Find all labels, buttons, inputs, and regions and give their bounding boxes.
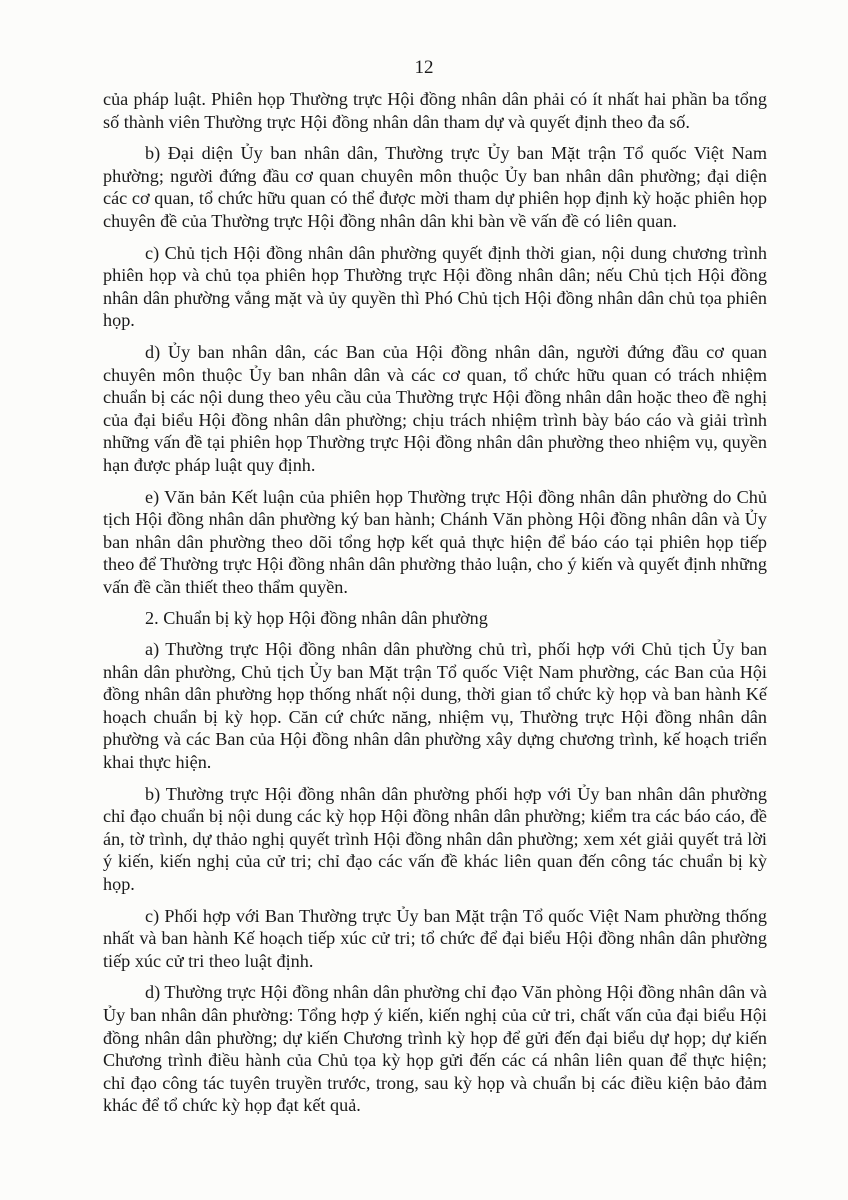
section-heading-2: 2. Chuẩn bị kỳ họp Hội đồng nhân dân phường	[145, 608, 488, 629]
paragraph-item-2b: b) Thường trực Hội đồng nhân dân phường phối hợp với Ủy ban nhân dân phường chỉ đạo chuẩn bị nội dung các kỳ họp Hội đồng nhân dân phường; kiểm tra các báo cáo, đề án, tờ trình, dự thảo nghị quyết trình Hội đồng nhân dân phường; xem xét giải quyết trả lời ý kiến, kiến nghị của cử tri; chỉ đạo các vấn đề khác liên quan đến công tác chuẩn bị kỳ họp.	[103, 783, 767, 894]
paragraph-item-2d: d) Thường trực Hội đồng nhân dân phường chỉ đạo Văn phòng Hội đồng nhân dân và Ủy ban nhân dân phường: Tổng hợp ý kiến, kiến nghị của cử tri, chất vấn của đại biểu Hội đồng nhân dân phường; dự kiến Chương trình kỳ họp để gửi đến đại biểu dự họp; dự kiến Chương trình điều hành của Chủ tọa kỳ họp gửi đến các cá nhân liên quan để thực hiện; chỉ đạo công tác tuyên truyền trước, trong, sau kỳ họp và chuẩn bị các điều kiện bảo đảm khác để tổ chức kỳ họp đạt kết quả.	[103, 982, 767, 1116]
paragraph-item-1d: d) Ủy ban nhân dân, các Ban của Hội đồng nhân dân, người đứng đầu cơ quan chuyên môn thuộc Ủy ban nhân dân và các cơ quan, tổ chức hữu quan có trách nhiệm chuẩn bị các nội dung theo yêu cầu của Thường trực Hội đồng nhân dân hoặc theo đề nghị của đại biểu Hội đồng nhân dân phường; chịu trách nhiệm trình bày báo cáo và giải trình những vấn đề tại phiên họp Thường trực Hội đồng nhân dân phường theo nhiệm vụ, quyền hạn được pháp luật quy định.	[103, 341, 767, 475]
page-number: 12	[414, 57, 434, 78]
paragraph-item-1c: c) Chủ tịch Hội đồng nhân dân phường quyết định thời gian, nội dung chương trình phiên họp và chủ tọa phiên họp Thường trực Hội đồng nhân dân; nếu Chủ tịch Hội đồng nhân dân phường vắng mặt và ủy quyền thì Phó Chủ tịch Hội đồng nhân dân chủ tọa phiên họp.	[103, 242, 767, 331]
paragraph-continuation: của pháp luật. Phiên họp Thường trực Hội đồng nhân dân phải có ít nhất hai phần ba tổng số thành viên Thường trực Hội đồng nhân dân tham dự và quyết định theo đa số.	[103, 89, 767, 132]
paragraph-item-2a: a) Thường trực Hội đồng nhân dân phường chủ trì, phối hợp với Chủ tịch Ủy ban nhân dân phường, Chủ tịch Ủy ban Mặt trận Tổ quốc Việt Nam phường, các Ban của Hội đồng nhân dân phường họp thống nhất nội dung, thời gian tổ chức kỳ họp và ban hành Kế hoạch chuẩn bị kỳ họp. Căn cứ chức năng, nhiệm vụ, Thường trực Hội đồng nhân dân phường và các Ban của Hội đồng nhân dân phường xây dựng chương trình, kế hoạch triển khai thực hiện.	[103, 639, 767, 773]
document-body	[103, 88, 767, 1126]
paragraph-item-1e: e) Văn bản Kết luận của phiên họp Thường trực Hội đồng nhân dân phường do Chủ tịch Hội đồng nhân dân phường ký ban hành; Chánh Văn phòng Hội đồng nhân dân và Ủy ban nhân dân phường theo dõi tổng hợp kết quả thực hiện để báo cáo tại phiên họp tiếp theo để Thường trực Hội đồng nhân dân phường thảo luận, cho ý kiến và quyết định những vấn đề cần thiết theo thẩm quyền.	[103, 486, 767, 597]
paragraph-item-1b: b) Đại diện Ủy ban nhân dân, Thường trực Ủy ban Mặt trận Tổ quốc Việt Nam phường; người đứng đầu cơ quan chuyên môn thuộc Ủy ban nhân dân phường; đại diện các cơ quan, tổ chức hữu quan có thể được mời tham dự phiên họp định kỳ hoặc phiên họp chuyên đề của Thường trực Hội đồng nhân dân khi bàn về vấn đề có liên quan.	[103, 143, 767, 231]
paragraph-item-2c: c) Phối hợp với Ban Thường trực Ủy ban Mặt trận Tổ quốc Việt Nam phường thống nhất và ban hành Kế hoạch tiếp xúc cử tri; tổ chức để đại biểu Hội đồng nhân dân phường tiếp xúc cử tri theo luật định.	[103, 905, 767, 971]
